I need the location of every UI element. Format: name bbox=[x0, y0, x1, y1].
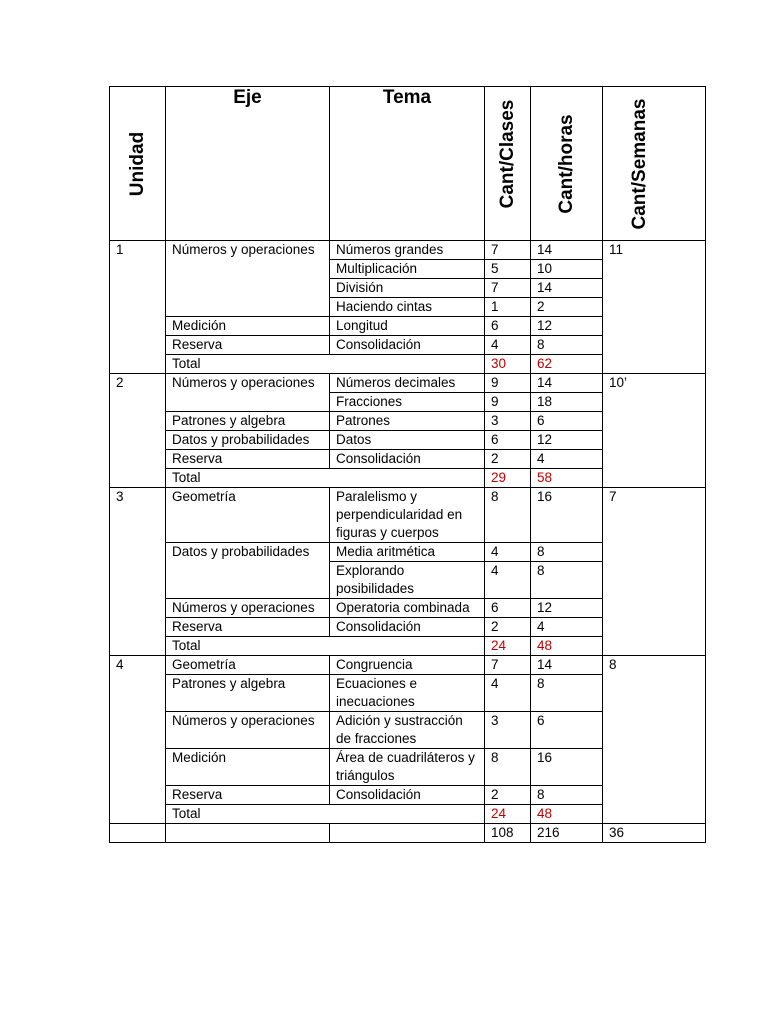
eje-cell: Números y operaciones bbox=[166, 599, 330, 618]
empty-cell bbox=[166, 824, 330, 843]
clases-cell: 9 bbox=[485, 374, 531, 393]
eje-cell: Geometría bbox=[166, 488, 330, 543]
tema-cell: Consolidación bbox=[330, 786, 485, 805]
horas-cell: 14 bbox=[531, 241, 603, 260]
clases-cell: 1 bbox=[485, 298, 531, 317]
clases-cell: 7 bbox=[485, 656, 531, 675]
clases-cell: 6 bbox=[485, 599, 531, 618]
horas-cell: 8 bbox=[531, 786, 603, 805]
clases-cell: 4 bbox=[485, 675, 531, 712]
eje-cell: Datos y probabilidades bbox=[166, 543, 330, 599]
clases-cell: 6 bbox=[485, 317, 531, 336]
total-clases: 30 bbox=[485, 355, 531, 374]
tema-cell: Ecuaciones e inecuaciones bbox=[330, 675, 485, 712]
semanas-cell: 11 bbox=[603, 241, 706, 374]
horas-cell: 8 bbox=[531, 543, 603, 562]
tema-cell: Multiplicación bbox=[330, 260, 485, 279]
tema-cell: Datos bbox=[330, 431, 485, 450]
table-row bbox=[110, 241, 706, 260]
semanas-cell: 10’ bbox=[603, 374, 706, 488]
tema-cell: Congruencia bbox=[330, 656, 485, 675]
horas-cell: 14 bbox=[531, 279, 603, 298]
horas-cell: 6 bbox=[531, 712, 603, 749]
clases-cell: 5 bbox=[485, 260, 531, 279]
total-clases: 29 bbox=[485, 469, 531, 488]
tema-cell: Números decimales bbox=[330, 374, 485, 393]
table-body bbox=[110, 241, 706, 843]
eje-cell: Reserva bbox=[166, 450, 330, 469]
horas-cell: 16 bbox=[531, 488, 603, 543]
horas-cell: 6 bbox=[531, 412, 603, 431]
total-label: Total bbox=[166, 805, 485, 824]
tema-cell: Consolidación bbox=[330, 336, 485, 355]
grand-total-row bbox=[110, 824, 706, 843]
tema-cell: Paralelismo y perpendicularidad en figuras y cuerpos bbox=[330, 488, 485, 543]
empty-cell bbox=[110, 824, 166, 843]
header-unidad bbox=[110, 87, 166, 241]
unit-number: 1 bbox=[110, 241, 166, 374]
tema-cell: División bbox=[330, 279, 485, 298]
clases-cell: 4 bbox=[485, 562, 531, 599]
tema-cell: Adición y sustracción de fracciones bbox=[330, 712, 485, 749]
total-horas: 62 bbox=[531, 355, 603, 374]
table-row bbox=[110, 374, 706, 393]
clases-cell: 8 bbox=[485, 488, 531, 543]
header-cant-clases bbox=[485, 87, 531, 241]
header-eje: Eje bbox=[166, 87, 330, 241]
total-label: Total bbox=[166, 637, 485, 656]
horas-cell: 4 bbox=[531, 450, 603, 469]
header-cant-clases-label: Cant/Clases bbox=[496, 99, 518, 209]
horas-cell: 12 bbox=[531, 317, 603, 336]
header-unidad-label: Unidad bbox=[126, 131, 148, 196]
tema-cell: Patrones bbox=[330, 412, 485, 431]
tema-cell: Área de cuadriláteros y triángulos bbox=[330, 749, 485, 786]
eje-cell: Números y operaciones bbox=[166, 374, 330, 412]
eje-cell: Datos y probabilidades bbox=[166, 431, 330, 450]
grand-total-horas: 216 bbox=[531, 824, 603, 843]
total-horas: 48 bbox=[531, 637, 603, 656]
grand-total-clases: 108 bbox=[485, 824, 531, 843]
semanas-cell: 7 bbox=[603, 488, 706, 656]
eje-cell: Reserva bbox=[166, 336, 330, 355]
eje-cell: Reserva bbox=[166, 786, 330, 805]
header-cant-semanas-label: Cant/Semanas bbox=[628, 98, 650, 229]
clases-cell: 3 bbox=[485, 712, 531, 749]
horas-cell: 14 bbox=[531, 374, 603, 393]
eje-cell: Geometría bbox=[166, 656, 330, 675]
horas-cell: 14 bbox=[531, 656, 603, 675]
eje-cell: Medición bbox=[166, 317, 330, 336]
clases-cell: 3 bbox=[485, 412, 531, 431]
empty-cell bbox=[330, 824, 485, 843]
header-cant-horas-label: Cant/horas bbox=[555, 113, 577, 214]
grand-total-semanas: 36 bbox=[603, 824, 706, 843]
eje-cell: Números y operaciones bbox=[166, 712, 330, 749]
tema-cell: Consolidación bbox=[330, 618, 485, 637]
horas-cell: 8 bbox=[531, 336, 603, 355]
table-row bbox=[110, 656, 706, 675]
header-cant-horas bbox=[531, 87, 603, 241]
tema-cell: Media aritmética bbox=[330, 543, 485, 562]
clases-cell: 2 bbox=[485, 450, 531, 469]
total-horas: 58 bbox=[531, 469, 603, 488]
horas-cell: 4 bbox=[531, 618, 603, 637]
tema-cell: Haciendo cintas bbox=[330, 298, 485, 317]
clases-cell: 8 bbox=[485, 749, 531, 786]
horas-cell: 2 bbox=[531, 298, 603, 317]
tema-cell: Consolidación bbox=[330, 450, 485, 469]
horas-cell: 16 bbox=[531, 749, 603, 786]
tema-cell: Números grandes bbox=[330, 241, 485, 260]
eje-cell: Medición bbox=[166, 749, 330, 786]
header-cant-semanas bbox=[603, 87, 706, 241]
horas-cell: 8 bbox=[531, 562, 603, 599]
horas-cell: 10 bbox=[531, 260, 603, 279]
header-row bbox=[110, 87, 706, 241]
eje-cell: Reserva bbox=[166, 618, 330, 637]
clases-cell: 4 bbox=[485, 336, 531, 355]
tema-cell: Fracciones bbox=[330, 393, 485, 412]
total-clases: 24 bbox=[485, 805, 531, 824]
tema-cell: Operatoria combinada bbox=[330, 599, 485, 618]
total-label: Total bbox=[166, 469, 485, 488]
total-clases: 24 bbox=[485, 637, 531, 656]
horas-cell: 8 bbox=[531, 675, 603, 712]
unit-number: 2 bbox=[110, 374, 166, 488]
horas-cell: 18 bbox=[531, 393, 603, 412]
clases-cell: 7 bbox=[485, 241, 531, 260]
semanas-cell: 8 bbox=[603, 656, 706, 824]
clases-cell: 2 bbox=[485, 786, 531, 805]
total-horas: 48 bbox=[531, 805, 603, 824]
unit-number: 4 bbox=[110, 656, 166, 824]
total-label: Total bbox=[166, 355, 485, 374]
tema-cell: Longitud bbox=[330, 317, 485, 336]
unit-number: 3 bbox=[110, 488, 166, 656]
eje-cell: Patrones y algebra bbox=[166, 412, 330, 431]
header-tema: Tema bbox=[330, 87, 485, 241]
eje-cell: Números y operaciones bbox=[166, 241, 330, 317]
tema-cell: Explorando posibilidades bbox=[330, 562, 485, 599]
table-row bbox=[110, 488, 706, 543]
eje-cell: Patrones y algebra bbox=[166, 675, 330, 712]
clases-cell: 7 bbox=[485, 279, 531, 298]
clases-cell: 2 bbox=[485, 618, 531, 637]
horas-cell: 12 bbox=[531, 431, 603, 450]
clases-cell: 9 bbox=[485, 393, 531, 412]
horas-cell: 12 bbox=[531, 599, 603, 618]
clases-cell: 6 bbox=[485, 431, 531, 450]
clases-cell: 4 bbox=[485, 543, 531, 562]
planning-table bbox=[109, 86, 706, 843]
